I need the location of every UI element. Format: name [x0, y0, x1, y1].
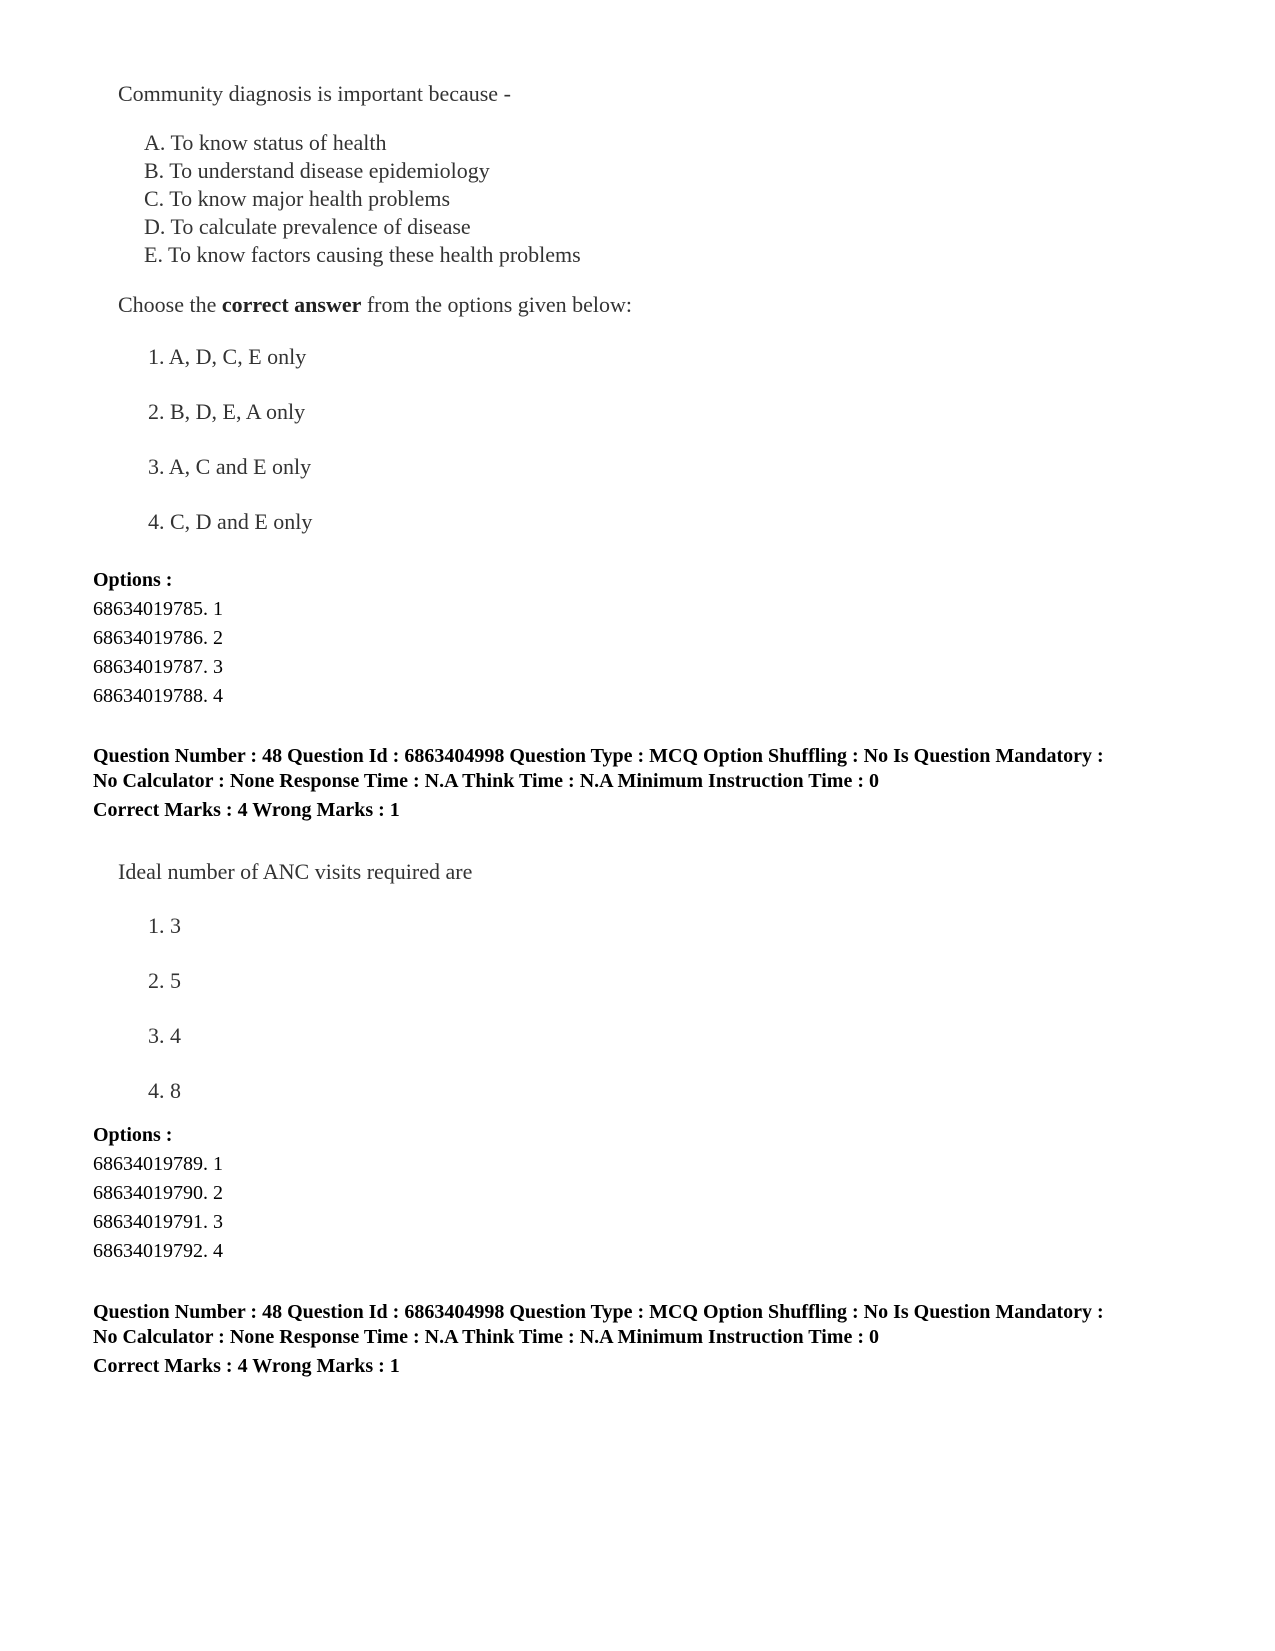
answer-choice: 2. 5: [148, 968, 181, 993]
question-1-options: [93, 566, 223, 711]
question-meta-2: [93, 1300, 1203, 1379]
option-row: 68634019789. 1: [93, 1153, 223, 1175]
statement-d: D. To calculate prevalence of disease: [144, 214, 471, 239]
question-2-answers: [118, 912, 472, 1132]
answer-choice: 2. B, D, E, A only: [148, 399, 306, 424]
options-label: Options :: [93, 569, 173, 591]
option-row: 68634019788. 4: [93, 685, 223, 707]
statement-a: A. To know status of health: [144, 130, 387, 155]
question-1-answers: [118, 343, 632, 563]
marks-line: Correct Marks : 4 Wrong Marks : 1: [93, 799, 400, 821]
question-1-stem: Community diagnosis is important because -: [118, 81, 511, 106]
option-row: 68634019790. 2: [93, 1182, 223, 1204]
question-2-options: [93, 1121, 223, 1266]
question-meta-1: [93, 744, 1203, 823]
answer-choice: 1. 3: [148, 913, 181, 938]
answer-choice: 3. 4: [148, 1023, 181, 1048]
answer-choice: 4. 8: [148, 1078, 181, 1103]
question-2-stem: Ideal number of ANC visits required are: [118, 859, 473, 884]
meta-line-1: Question Number : 48 Question Id : 6863404998 Question Type : MCQ Option Shuffling : No Is Question Mandatory :: [93, 745, 1104, 767]
statement-e: E. To know factors causing these health problems: [144, 242, 581, 267]
question-1-statements: [118, 129, 632, 269]
meta-line-2: No Calculator : None Response Time : N.A Think Time : N.A Minimum Instruction Time : 0: [93, 1326, 879, 1348]
choose-suffix: from the options given below:: [361, 292, 633, 317]
question-2-image: [118, 858, 472, 1132]
answer-choice: 1. A, D, C, E only: [148, 344, 307, 369]
meta-line-2: No Calculator : None Response Time : N.A Think Time : N.A Minimum Instruction Time : 0: [93, 770, 879, 792]
options-label: Options :: [93, 1124, 173, 1146]
statement-c: C. To know major health problems: [144, 186, 451, 211]
option-row: 68634019792. 4: [93, 1240, 223, 1262]
option-row: 68634019786. 2: [93, 627, 223, 649]
choose-bold: correct answer: [221, 292, 362, 317]
choose-instruction: [118, 291, 632, 319]
option-row: 68634019787. 3: [93, 656, 223, 678]
option-row: 68634019785. 1: [93, 598, 223, 620]
question-1-image: [118, 80, 632, 563]
answer-choice: 3. A, C and E only: [148, 454, 312, 479]
statement-b: B. To understand disease epidemiology: [144, 158, 490, 183]
choose-prefix: Choose the: [118, 292, 222, 317]
meta-line-1: Question Number : 48 Question Id : 6863404998 Question Type : MCQ Option Shuffling : No Is Question Mandatory :: [93, 1301, 1104, 1323]
option-row: 68634019791. 3: [93, 1211, 223, 1233]
marks-line: Correct Marks : 4 Wrong Marks : 1: [93, 1355, 400, 1377]
answer-choice: 4. C, D and E only: [148, 509, 313, 534]
